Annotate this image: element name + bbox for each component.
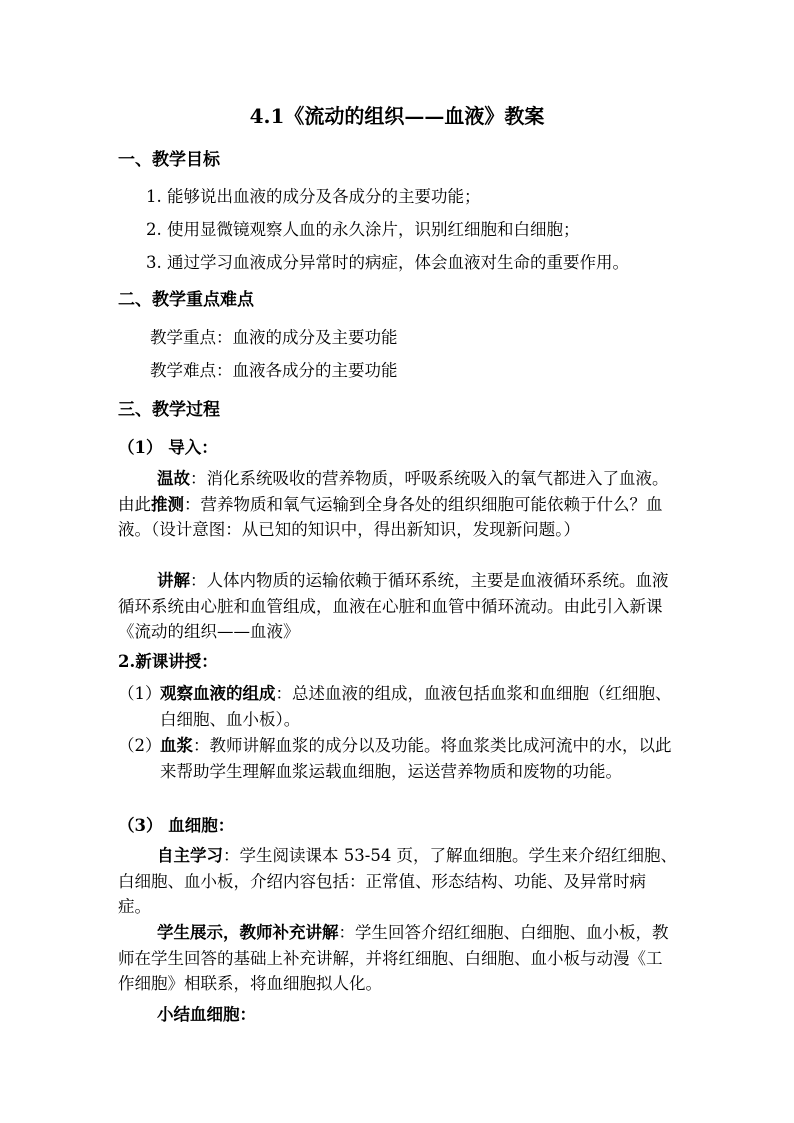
lesson-item-1-number: （1） (118, 684, 162, 703)
lesson-item-2-label: 血浆 (160, 736, 193, 755)
lesson-item-2-number: （2） (118, 736, 162, 755)
review-label: 温故 (157, 469, 190, 488)
review-text-a: ：消化系统吸收的营养物质，呼吸系统吸入的氧气都进入了血液。由此 (118, 469, 669, 514)
explain-text: ：人体内物质的运输依赖于循环系统，主要是血液循环系统。血液循环系统由心脏和血管组成，血液在心脏和血管中循环流动。由此引入新课《流动的组织——血液》 (118, 571, 669, 641)
lesson-item-2-text: ：教师讲解血浆的成分以及功能。将血浆类比成河流中的水，以此来帮助学生理解血浆运载血细胞，运送营养物质和废物的功能。 (160, 736, 672, 781)
explain-paragraph (118, 568, 678, 645)
lesson-item-2 (118, 733, 678, 784)
infer-label: 推测 (151, 494, 184, 514)
self-study-label: 自主学习 (157, 846, 223, 865)
lesson-item-1-label: 观察血液的组成 (160, 684, 276, 703)
lesson-item-1-text: ：总述血液的组成，血液包括血浆和血细胞（红细胞、白细胞、血小板）。 (160, 684, 672, 729)
objective-item-3: 3. 通过学习血液成分异常时的病症，体会血液对生命的重要作用。 (146, 253, 629, 272)
section-heading-key-points: 二、教学重点难点 (118, 290, 254, 310)
review-paragraph (118, 466, 678, 543)
review-text-b: ：营养物质和氧气运输到全身各处的组织细胞可能依赖于什么？血液。（设计意图：从已知的知识中，得出新知识，发现新问题。） (118, 494, 663, 539)
explain-label: 讲解 (157, 571, 190, 590)
section-heading-objectives: 一、教学目标 (118, 150, 220, 170)
student-show-text: ：学生回答介绍红细胞、白细胞、血小板，教师在学生回答的基础上补充讲解，并将红细胞、白细胞、血小板与动漫《工作细胞》相联系，将血细胞拟人化。 (118, 923, 669, 993)
lesson-item-1 (118, 681, 678, 732)
self-study-paragraph (118, 843, 678, 920)
section-heading-process: 三、教学过程 (118, 400, 220, 420)
objective-item-2: 2. 使用显微镜观察人血的永久涂片，识别红细胞和白细胞； (146, 220, 580, 239)
student-show-label: 学生展示，教师补充讲解 (157, 923, 339, 942)
objective-item-1: 1. 能够说出血液的成分及各成分的主要功能； (146, 187, 481, 206)
document-title: 4.1《流动的组织——血液》教案 (249, 104, 545, 128)
student-show-paragraph (118, 920, 678, 997)
key-point-text: 教学重点：血液的成分及主要功能 (150, 328, 398, 347)
intro-heading: （1） 导入： (118, 438, 218, 457)
difficulty-text: 教学难点：血液各成分的主要功能 (150, 361, 398, 380)
self-study-text: ：学生阅读课本 53-54 页，了解血细胞。学生来介绍红细胞、白细胞、血小板，介绍内容包括：正常值、形态结构、功能、及异常时病症。 (118, 846, 678, 916)
new-lesson-heading: 2.新课讲授： (118, 652, 218, 671)
blood-cell-heading: （3） 血细胞： (118, 816, 235, 835)
summary-heading: 小结血细胞： (157, 1005, 256, 1024)
